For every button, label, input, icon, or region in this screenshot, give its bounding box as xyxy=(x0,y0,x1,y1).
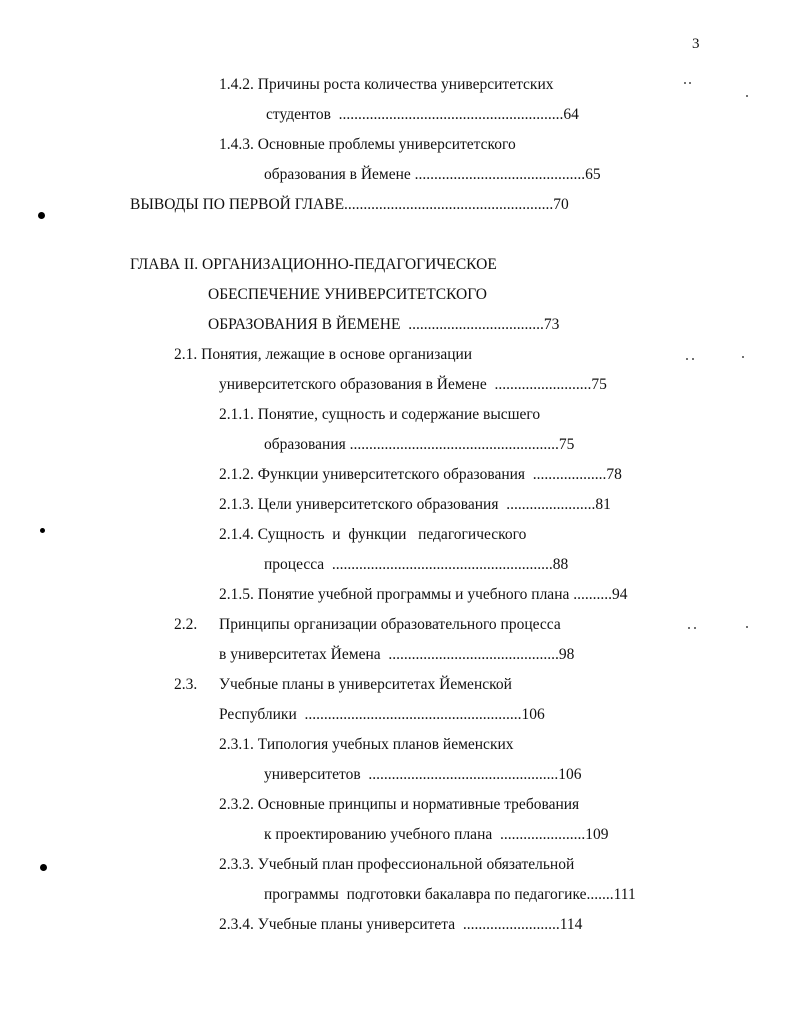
scan-speck xyxy=(694,627,696,629)
toc-entry-1-4-2-page: студентов ..........................................................64 xyxy=(266,106,579,123)
toc-entry-2-3-2-page: к проектированию учебного плана ......................109 xyxy=(264,826,609,843)
toc-entry-2-1-1-page: образования ......................................................75 xyxy=(264,436,575,453)
toc-entry-2-1-5: 2.1.5. Понятие учебной программы и учебного плана ..........94 xyxy=(219,586,628,603)
toc-entry-1-4-3-title: 1.4.3. Основные проблемы университетского xyxy=(219,136,516,153)
scan-speck xyxy=(742,356,744,358)
scan-speck xyxy=(689,82,691,84)
toc-entry-1-4-3-page: образования в Йемене ............................................65 xyxy=(264,166,601,183)
page-number: 3 xyxy=(692,36,700,52)
toc-entry-2-1-4-title: 2.1.4. Сущность и функции педагогического xyxy=(219,526,527,543)
toc-chapter-2-title: ГЛАВА II. ОРГАНИЗАЦИОННО-ПЕДАГОГИЧЕСКОЕ xyxy=(130,256,497,273)
toc-entry-2-3-title: Учебные планы в университетах Йеменской xyxy=(219,676,512,693)
toc-entry-2-3-3-title: 2.3.3. Учебный план профессиональной обязательной xyxy=(219,856,575,873)
scan-speck xyxy=(688,627,690,629)
toc-entry-2-3-page: Республики ........................................................106 xyxy=(219,706,545,723)
toc-entry-2-1-3: 2.1.3. Цели университетского образования .......................81 xyxy=(219,496,611,513)
toc-entry-2-3-4: 2.3.4. Учебные планы университета .........................114 xyxy=(219,916,583,933)
scan-speck xyxy=(746,95,748,97)
toc-chapter-2-page: ОБРАЗОВАНИЯ В ЙЕМЕНЕ ...................................73 xyxy=(208,316,560,333)
toc-entry-2-1-2: 2.1.2. Функции университетского образования ...................78 xyxy=(219,466,622,483)
toc-chapter-2-title-cont: ОБЕСПЕЧЕНИЕ УНИВЕРСИТЕТСКОГО xyxy=(208,286,487,303)
toc-entry-2-3-number: 2.3. xyxy=(174,676,198,693)
toc-entry-2-2-title: Принципы организации образовательного процесса xyxy=(219,616,561,633)
toc-entry-2-2-number: 2.2. xyxy=(174,616,198,633)
scan-speck xyxy=(686,358,688,360)
toc-entry-1-4-2-title: 1.4.2. Причины роста количества университетских xyxy=(219,76,554,93)
scan-speck xyxy=(692,358,694,360)
toc-entry-2-2-page: в университетах Йемена ............................................98 xyxy=(219,646,575,663)
toc-entry-2-1-1-title: 2.1.1. Понятие, сущность и содержание высшего xyxy=(219,406,541,423)
scan-speck xyxy=(684,82,686,84)
toc-entry-2-1-title: 2.1. Понятия, лежащие в основе организации xyxy=(174,346,473,363)
toc-entry-2-1-4-page: процесса .........................................................88 xyxy=(264,556,569,573)
scan-mark xyxy=(40,528,45,533)
toc-entry-2-3-1-page: университетов .................................................106 xyxy=(264,766,582,783)
toc-entry-conclusions-ch1: ВЫВОДЫ ПО ПЕРВОЙ ГЛАВЕ......................................................70 xyxy=(130,196,569,213)
scan-speck xyxy=(746,626,748,628)
scan-mark xyxy=(40,864,47,871)
scan-mark xyxy=(38,212,45,219)
toc-entry-2-3-3-page: программы подготовки бакалавра по педагогике.......111 xyxy=(264,886,636,903)
toc-entry-2-3-1-title: 2.3.1. Типология учебных планов йеменских xyxy=(219,736,514,753)
toc-entry-2-1-page: университетского образования в Йемене .........................75 xyxy=(219,376,607,393)
toc-entry-2-3-2-title: 2.3.2. Основные принципы и нормативные требования xyxy=(219,796,580,813)
